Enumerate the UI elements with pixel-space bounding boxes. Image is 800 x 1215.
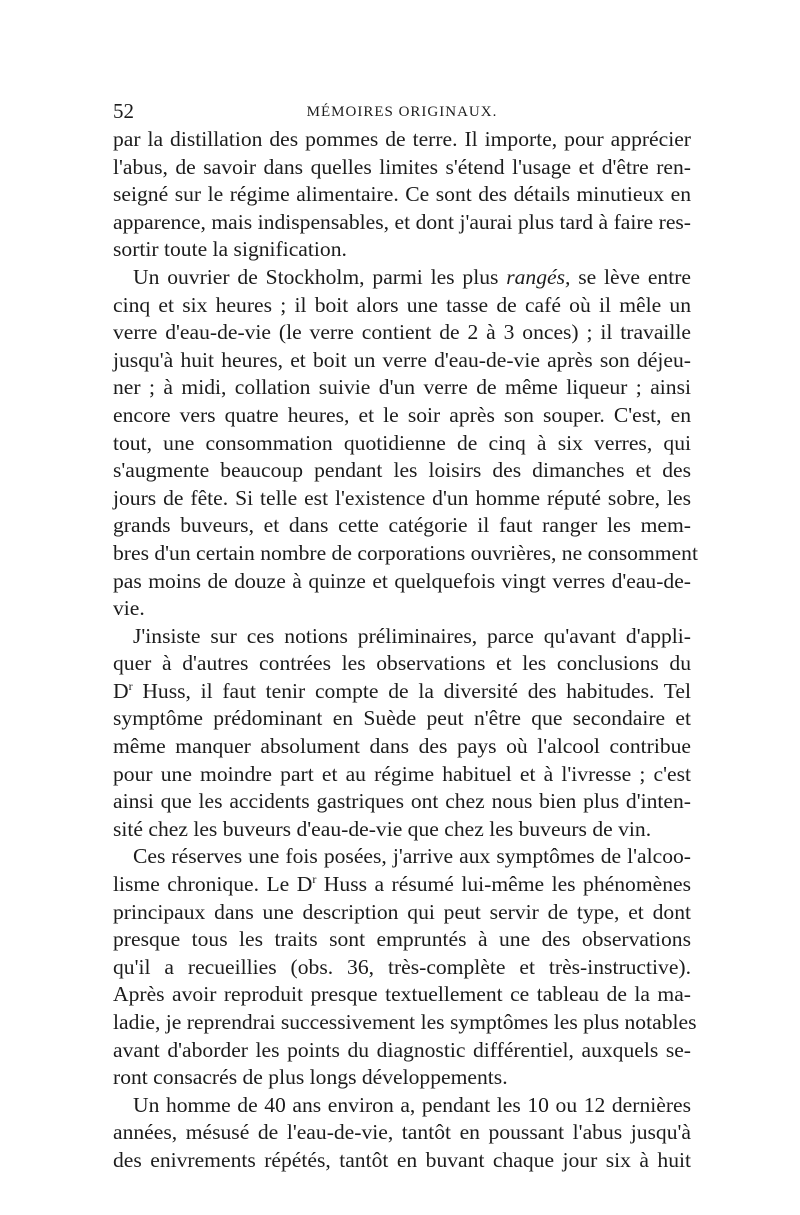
text-segment: D (113, 678, 129, 703)
text-line: des enivrements répétés, tantôt en buvant chaque jour six à huit (113, 1147, 691, 1172)
text-line: presque tous les traits sont empruntés à une des observations (113, 927, 691, 952)
text-line: Après avoir reproduit presque textuellement ce tableau de la ma- (113, 982, 691, 1007)
body-text (113, 126, 698, 1175)
text-line: même manquer absolument dans des pays où l'alcool contribue (113, 734, 691, 759)
paragraph-first-line (113, 264, 691, 292)
superscript: r (312, 871, 317, 886)
paragraph-last-line: vie. (113, 596, 145, 621)
text-segment: Un ouvrier de Stockholm, parmi les plus (133, 264, 507, 289)
text-segment: lisme chronique. Le D (113, 872, 313, 897)
text-line: quer à d'autres contrées les observations et les conclusions du (113, 651, 691, 676)
text-segment: se lève entre (570, 264, 692, 289)
text-line (113, 871, 691, 899)
text-line: bres d'un certain nombre de corporations ouvrières, ne consomment (113, 540, 698, 565)
text-line: pas moins de douze à quinze et quelquefois vingt verres d'eau-de- (113, 568, 691, 593)
paragraph-first-line: Un homme de 40 ans environ a, pendant les 10 ou 12 dernières (133, 1092, 691, 1117)
superscript: r (128, 678, 133, 693)
text-line: ner ; à midi, collation suivie d'un verre de même liqueur ; ainsi (113, 375, 691, 400)
page-header (113, 98, 691, 128)
page-number: 52 (113, 99, 134, 123)
paragraph-last-line: sité chez les buveurs d'eau-de-vie que chez les buveurs de vin. (113, 816, 652, 841)
paragraph-first-line: J'insiste sur ces notions préliminaires, parce qu'avant d'appli- (133, 623, 691, 648)
text-line (113, 678, 691, 706)
text-line: cinq et six heures ; il boit alors une tasse de café où il mêle un (113, 292, 691, 317)
text-line: l'abus, de savoir dans quelles limites s'étend l'usage et d'être ren- (113, 154, 691, 179)
paragraph-first-line: Ces réserves une fois posées, j'arrive aux symptômes de l'alcoo- (133, 844, 691, 869)
text-line: principaux dans une description qui peut servir de type, et dont (113, 899, 691, 924)
text-line: pour une moindre part et au régime habituel et à l'ivresse ; c'est (113, 761, 691, 786)
text-line: jusqu'à huit heures, et boit un verre d'eau-de-vie après son déjeu- (113, 347, 691, 372)
text-line: seigné sur le régime alimentaire. Ce sont des détails minutieux en (113, 182, 691, 207)
text-line: symptôme prédominant en Suède peut n'être que secondaire et (113, 706, 691, 731)
text-line: ainsi que les accidents gastriques ont chez nous bien plus d'inten- (113, 789, 691, 814)
text-line: par la distillation des pommes de terre. Il importe, pour apprécier (113, 127, 691, 151)
emphasis-text: rangés, (506, 264, 571, 289)
text-line: ladie, je reprendrai successivement les symptômes les plus notables (113, 1010, 697, 1034)
text-segment: Huss, il faut tenir compte de la diversité des habitudes. Tel (132, 678, 691, 703)
text-line: années, mésusé de l'eau-de-vie, tantôt en poussant l'abus jusqu'à (113, 1120, 691, 1145)
text-line: apparence, mais indispensables, et dont j'aurai plus tard à faire res- (113, 209, 691, 234)
text-segment: Huss a résumé lui-même les phénomènes (316, 872, 691, 897)
text-line: verre d'eau-de-vie (le verre contient de 2 à 3 onces) ; il travaille (113, 320, 691, 345)
paragraph-last-line: sortir toute la signification. (113, 237, 347, 262)
text-line: jours de fête. Si telle est l'existence d'un homme réputé sobre, les (113, 485, 691, 510)
text-line: grands buveurs, et dans cette catégorie il faut ranger les mem- (113, 513, 691, 538)
paragraph-last-line: ront consacrés de plus longs développements. (113, 1065, 508, 1090)
running-title: MÉMOIRES ORIGINAUX. (306, 104, 498, 120)
text-line: qu'il a recueillies (obs. 36, très-complète et très-instructive). (113, 954, 691, 979)
text-line: avant d'aborder les points du diagnostic différentiel, auxquels se- (113, 1037, 691, 1062)
text-line: encore vers quatre heures, et le soir après son souper. C'est, en (113, 402, 691, 427)
text-line: tout, une consommation quotidienne de cinq à six verres, qui (113, 430, 691, 455)
text-line: s'augmente beaucoup pendant les loisirs des dimanches et des (113, 458, 691, 483)
